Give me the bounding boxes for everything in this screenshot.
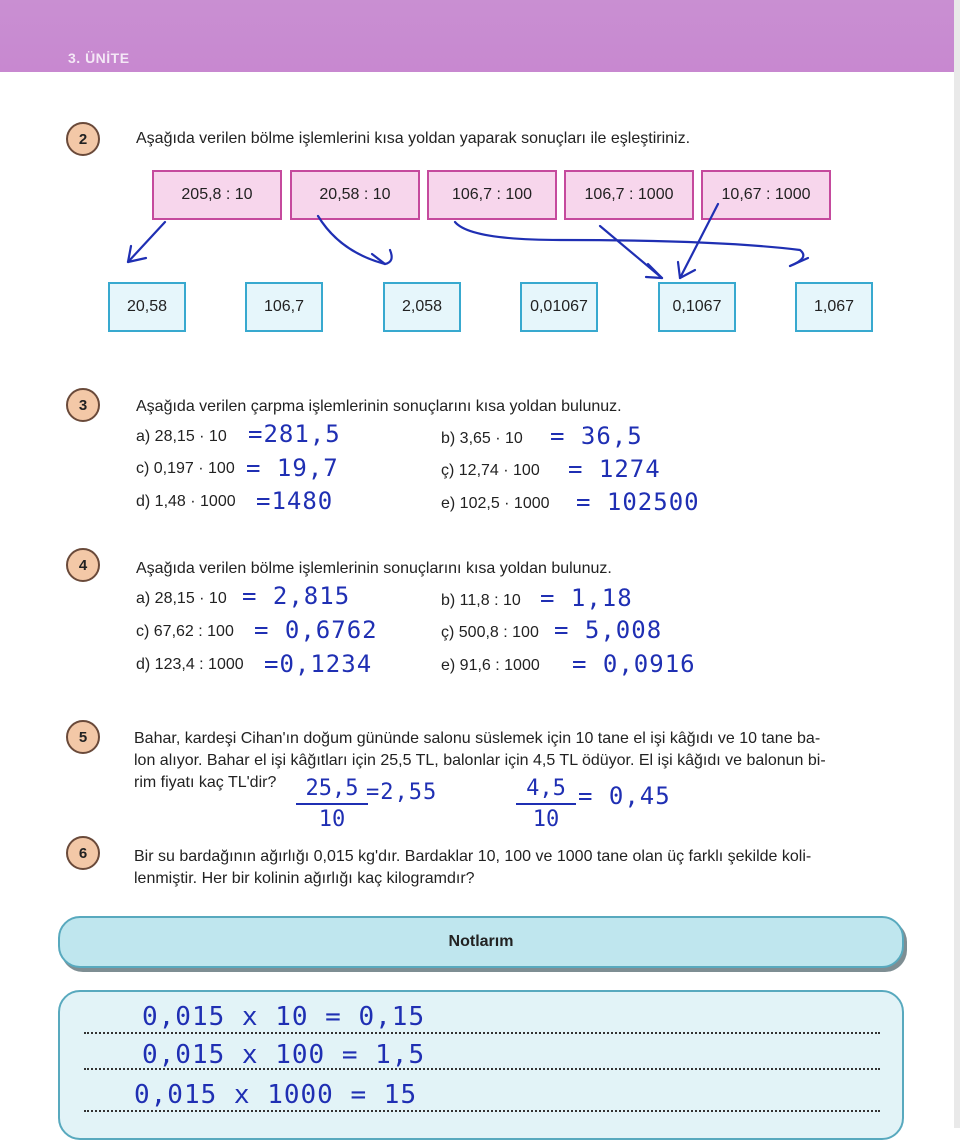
- question-5-line: Bahar, kardeşi Cihan'ın doğum gününde salonu süslemek için 10 tane el işi kâğıdı ve 10 tane ba-: [134, 730, 821, 747]
- notes-banner: [58, 916, 904, 968]
- exercise-label: c) 67,62 : 100: [136, 623, 234, 640]
- exercise-label: e) 102,5 · 1000: [441, 495, 550, 512]
- result-box: 1,067: [795, 282, 873, 332]
- handwritten-answer: = 1,18: [540, 584, 633, 612]
- handwritten-answer: = 19,7: [246, 454, 339, 482]
- handwritten-answer: =2,55: [366, 780, 438, 805]
- question-3-text: Aşağıda verilen çarpma işlemlerinin sonuçlarını kısa yoldan bulunuz.: [136, 398, 622, 415]
- result-box: 0,01067: [520, 282, 598, 332]
- exercise-label: d) 123,4 : 1000: [136, 656, 244, 673]
- arrow-line: [455, 222, 803, 266]
- handwritten-answer: = 102500: [576, 488, 700, 516]
- arrow-line: [128, 222, 165, 262]
- result-box: 0,1067: [658, 282, 736, 332]
- result-box: 106,7: [245, 282, 323, 332]
- handwritten-answer: = 0,45: [578, 782, 671, 810]
- exercise-label: a) 28,15 · 10: [136, 428, 227, 445]
- fraction-numerator: 25,5: [305, 776, 359, 801]
- exercise-label: d) 1,48 · 1000: [136, 493, 236, 510]
- fraction-bar: [296, 803, 368, 805]
- arrow-head: [790, 258, 808, 266]
- operation-box: 106,7 : 1000: [564, 170, 694, 220]
- fraction-denominator: 10: [318, 807, 346, 832]
- note-line: [84, 1032, 880, 1034]
- question-number-3: 3: [66, 388, 100, 422]
- handwritten-answer: = 0,0916: [572, 650, 696, 678]
- note-line: [84, 1110, 880, 1112]
- operation-box: 106,7 : 100: [427, 170, 557, 220]
- notes-title: Notlarım: [448, 933, 514, 950]
- question-number-6: 6: [66, 836, 100, 870]
- exercise-label: ç) 12,74 · 100: [441, 462, 540, 479]
- arrow-line: [318, 216, 392, 264]
- handwritten-answer: = 2,815: [242, 582, 351, 610]
- operation-box: 20,58 : 10: [290, 170, 420, 220]
- exercise-label: c) 0,197 · 100: [136, 460, 235, 477]
- handwritten-answer: =0,1234: [264, 650, 373, 678]
- handwritten-note: 0,015 x 100 = 1,5: [142, 1040, 426, 1070]
- operation-box: 205,8 : 10: [152, 170, 282, 220]
- question-6-line: Bir su bardağının ağırlığı 0,015 kg'dır. Bardaklar 10, 100 ve 1000 tane olan üç farklı şekilde koli-: [134, 848, 812, 865]
- question-6-line: lenmiştir. Her bir kolinin ağırlığı kaç kilogramdır?: [134, 870, 475, 887]
- exercise-label: a) 28,15 · 10: [136, 590, 227, 607]
- handwritten-fraction: [516, 776, 576, 832]
- handwritten-fraction: [296, 776, 368, 832]
- exercise-label: ç) 500,8 : 100: [441, 624, 539, 641]
- fraction-denominator: 10: [532, 807, 560, 832]
- question-2-text: Aşağıda verilen bölme işlemlerini kısa yoldan yaparak sonuçları ile eşleştiriniz.: [136, 130, 691, 147]
- exercise-label: b) 11,8 : 10: [441, 592, 521, 609]
- fraction-numerator: 4,5: [526, 776, 566, 801]
- question-number-2: 2: [66, 122, 100, 156]
- exercise-label: e) 91,6 : 1000: [441, 657, 540, 674]
- handwritten-answer: = 1274: [568, 455, 661, 483]
- question-4-text: Aşağıda verilen bölme işlemlerinin sonuçlarını kısa yoldan bulunuz.: [136, 560, 612, 577]
- operation-box: 10,67 : 1000: [701, 170, 831, 220]
- handwritten-answer: = 5,008: [554, 616, 663, 644]
- exercise-label: b) 3,65 · 10: [441, 430, 523, 447]
- handwritten-answer: =281,5: [248, 420, 341, 448]
- fraction-bar: [516, 803, 576, 805]
- unit-label: 3. ÜNİTE: [68, 50, 130, 66]
- handwritten-note: 0,015 x 10 = 0,15: [142, 1002, 426, 1032]
- handwritten-answer: = 36,5: [550, 422, 643, 450]
- question-5-line: rim fiyatı kaç TL'dir?: [134, 774, 277, 791]
- result-box: 2,058: [383, 282, 461, 332]
- result-box: 20,58: [108, 282, 186, 332]
- question-number-4: 4: [66, 548, 100, 582]
- question-number-5: 5: [66, 720, 100, 754]
- handwritten-answer: =1480: [256, 487, 334, 515]
- question-5-line: lon alıyor. Bahar el işi kâğıtları için 25,5 TL, balonlar için 4,5 TL ödüyor. El işi kâğıdı ve balonun bi-: [134, 752, 826, 769]
- handwritten-note: 0,015 x 1000 = 15: [134, 1080, 418, 1110]
- handwritten-answer: = 0,6762: [254, 616, 378, 644]
